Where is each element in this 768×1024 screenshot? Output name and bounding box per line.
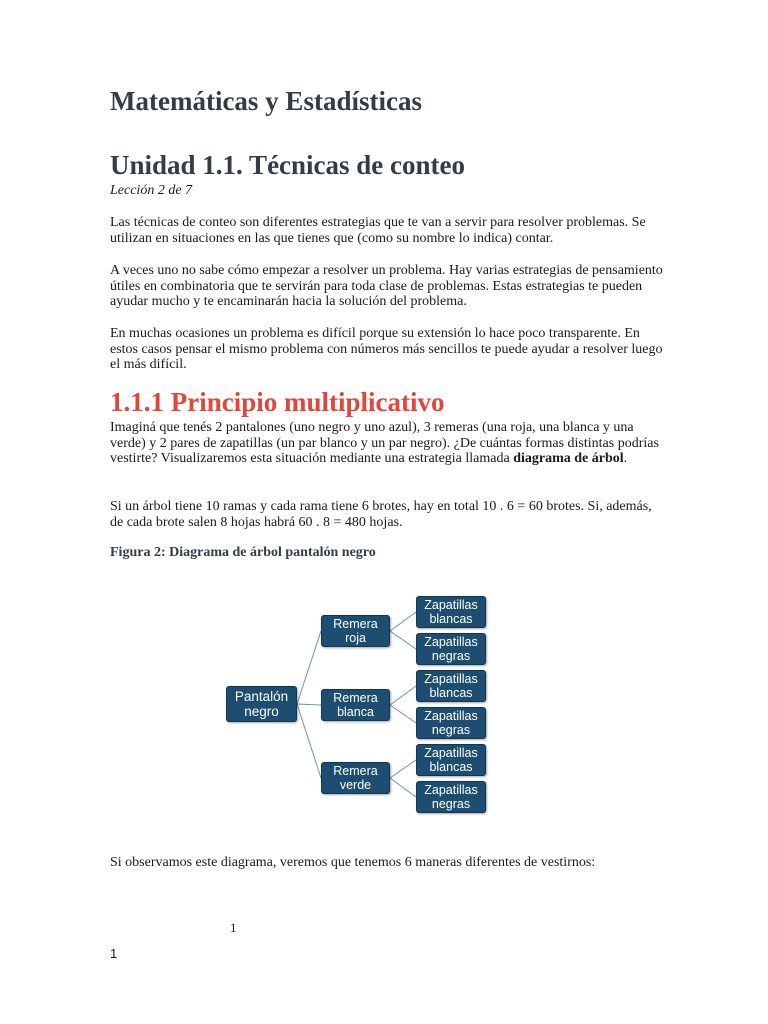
node-zapatillas-blancas-2 — [416, 670, 486, 702]
paragraph-problem-bold: diagrama de árbol — [513, 451, 624, 466]
connector-verde-blancas — [390, 760, 416, 778]
section-title: 1.1.1 Principio multiplicativo — [110, 387, 445, 417]
node-label-line1: Remera — [333, 691, 378, 705]
connector-root-verde — [297, 704, 321, 778]
connector-blanca-negras — [390, 705, 416, 723]
paragraph-conclusion: Si observamos este diagrama, veremos que tenemos 6 maneras diferentes de vestirnos: — [110, 855, 596, 870]
paragraph-tree-example: Si un árbol tiene 10 ramas y cada rama tiene 6 brotes, hay en total 10 . 6 = 60 brotes. Si, además, de cada brote salen 8 hojas habrá 60 . 8 = 480 hojas. — [110, 499, 652, 530]
node-remera-blanca — [321, 689, 390, 721]
node-zapatillas-negras-3 — [416, 781, 486, 813]
node-label-line2: negras — [431, 797, 471, 811]
node-zapatillas-blancas-3 — [416, 744, 486, 776]
node-zapatillas-negras-1 — [416, 633, 486, 665]
node-label-line1: Zapatillas — [424, 783, 478, 797]
node-zapatillas-blancas-1 — [416, 596, 486, 628]
node-label-line2: blancas — [429, 612, 473, 626]
connector-roja-blancas — [390, 612, 416, 631]
node-label-line1: Remera — [333, 617, 378, 631]
node-label-line2: negras — [431, 723, 471, 737]
connector-verde-negras — [390, 778, 416, 797]
node-label-line1: Zapatillas — [424, 598, 478, 612]
connector-root-blanca — [297, 704, 321, 705]
paragraph-strategies: A veces uno no sabe cómo empezar a resolver un problema. Hay varias estrategias de pensamiento útiles en combinatoria que te servirán para toda clase de problemas. Estas estrategias te pueden ayudar mucho y te encaminarán hacia la solución del problema. — [110, 263, 663, 309]
node-label-line2: negras — [431, 649, 471, 663]
node-label-line1: Remera — [333, 764, 378, 778]
node-label-line2: blancas — [429, 686, 473, 700]
node-zapatillas-negras-2 — [416, 707, 486, 739]
paragraph-intro: Las técnicas de conteo son diferentes estrategias que te van a servir para resolver problemas. Se utilizan en situaciones en las que tienes que (como su nombre lo indica) contar. — [110, 215, 646, 246]
page-number: 1 — [110, 946, 118, 961]
node-label-line2: verde — [339, 778, 372, 792]
unit-title: Unidad 1.1. Técnicas de conteo — [110, 150, 466, 180]
node-label-line2: blancas — [429, 760, 473, 774]
lesson-indicator: Lección 2 de 7 — [110, 183, 193, 198]
connector-roja-negras — [390, 631, 416, 649]
node-label-line2: blanca — [337, 705, 374, 719]
node-label-line2: negro — [244, 704, 279, 719]
node-remera-roja — [321, 615, 390, 647]
figure-caption: Figura 2: Diagrama de árbol pantalón negro — [110, 545, 376, 560]
paragraph-problem-end: . — [623, 451, 628, 466]
footnote-number: 1 — [230, 920, 237, 935]
document-title: Matemáticas y Estadísticas — [110, 86, 422, 116]
paragraph-problem-text: Imaginá que tenés 2 pantalones (uno negro y uno azul), 3 remeras (una roja, una blanca y una verde) y 2 pares de zapatillas (un par blanco y un par negro). ¿De cuántas formas distintas podrías vestirte? Visualizaremos esta situación mediante una estrategia llamada — [110, 420, 659, 466]
paragraph-simplify: En muchas ocasiones un problema es difícil porque su extensión lo hace poco transparente. En estos casos pensar el mismo problema con números más sencillos te puede ayudar a resolver luego el más difícil. — [110, 326, 663, 372]
node-label-line1: Zapatillas — [424, 709, 478, 723]
node-remera-verde — [321, 762, 390, 794]
node-pantalon-negro — [226, 686, 297, 722]
connector-root-roja — [297, 631, 321, 704]
node-label-line2: roja — [345, 631, 366, 645]
node-label-line1: Zapatillas — [424, 672, 478, 686]
node-label-line1: Pantalón — [234, 689, 289, 704]
node-label-line1: Zapatillas — [424, 635, 478, 649]
connector-blanca-blancas — [390, 686, 416, 705]
node-label-line1: Zapatillas — [424, 746, 478, 760]
